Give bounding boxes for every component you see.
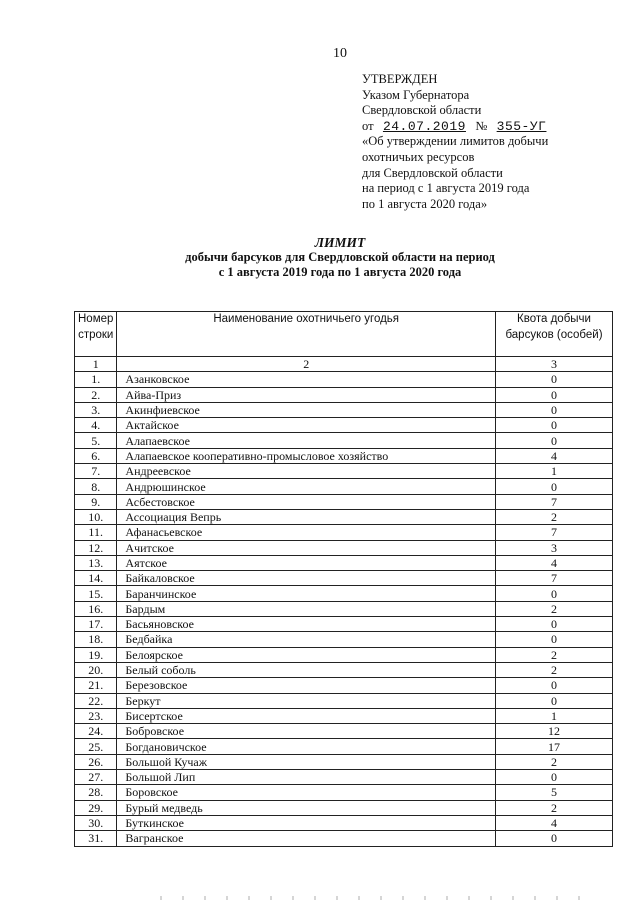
hunting-ground-name: Андреевское bbox=[117, 464, 496, 479]
decree-title-1: «Об утверждении лимитов добычи bbox=[362, 134, 549, 149]
table-row bbox=[75, 525, 613, 540]
table-row bbox=[75, 739, 613, 754]
hunting-ground-name: Айва-Приз bbox=[117, 387, 496, 402]
table-row bbox=[75, 708, 613, 723]
hunting-ground-name: Большой Лип bbox=[117, 770, 496, 785]
hunting-ground-name: Ачитское bbox=[117, 540, 496, 555]
hunting-ground-name: Бедбайка bbox=[117, 632, 496, 647]
quota-value: 0 bbox=[496, 418, 613, 433]
title-main: ЛИМИТ bbox=[314, 235, 366, 250]
column-index-row bbox=[75, 357, 613, 372]
table-row bbox=[75, 617, 613, 632]
table-row bbox=[75, 479, 613, 494]
hunting-ground-name: Ассоциация Вепрь bbox=[117, 509, 496, 524]
hunting-ground-name: Байкаловское bbox=[117, 571, 496, 586]
row-number: 23. bbox=[75, 708, 117, 723]
approval-line-1: Указом Губернатора bbox=[362, 87, 470, 102]
row-number: 28. bbox=[75, 785, 117, 800]
quota-value: 0 bbox=[496, 632, 613, 647]
quota-value: 0 bbox=[496, 678, 613, 693]
table-row bbox=[75, 494, 613, 509]
table-row bbox=[75, 647, 613, 662]
hunting-ground-name: Алапаевское кооперативно-промысловое хозяйство bbox=[117, 448, 496, 463]
hunting-ground-name: Большой Кучаж bbox=[117, 754, 496, 769]
quota-value: 0 bbox=[496, 479, 613, 494]
row-number: 15. bbox=[75, 586, 117, 601]
row-number: 24. bbox=[75, 724, 117, 739]
quota-value: 1 bbox=[496, 708, 613, 723]
quota-value: 17 bbox=[496, 739, 613, 754]
table-row bbox=[75, 831, 613, 846]
hunting-ground-name: Беркут bbox=[117, 693, 496, 708]
table-body bbox=[75, 372, 613, 846]
table-header-row bbox=[75, 312, 613, 357]
row-number: 31. bbox=[75, 831, 117, 846]
approval-stamp bbox=[362, 72, 548, 212]
table-row bbox=[75, 601, 613, 616]
approval-date-line bbox=[362, 119, 548, 135]
scan-artifact bbox=[160, 896, 580, 900]
row-number: 25. bbox=[75, 739, 117, 754]
row-number: 6. bbox=[75, 448, 117, 463]
header-number: Номер строки bbox=[75, 312, 117, 357]
row-number: 17. bbox=[75, 617, 117, 632]
row-number: 18. bbox=[75, 632, 117, 647]
quota-value: 2 bbox=[496, 800, 613, 815]
hunting-ground-name: Боровское bbox=[117, 785, 496, 800]
quota-value: 2 bbox=[496, 647, 613, 662]
table-row bbox=[75, 632, 613, 647]
row-number: 3. bbox=[75, 402, 117, 417]
quota-value: 2 bbox=[496, 754, 613, 769]
table-row bbox=[75, 815, 613, 830]
hunting-ground-name: Бардым bbox=[117, 601, 496, 616]
hunting-ground-name: Буткинское bbox=[117, 815, 496, 830]
table-row bbox=[75, 555, 613, 570]
hunting-ground-name: Басьяновское bbox=[117, 617, 496, 632]
quota-value: 4 bbox=[496, 448, 613, 463]
quota-value: 2 bbox=[496, 509, 613, 524]
hunting-ground-name: Белоярское bbox=[117, 647, 496, 662]
row-number: 11. bbox=[75, 525, 117, 540]
row-number: 16. bbox=[75, 601, 117, 616]
hunting-ground-name: Актайское bbox=[117, 418, 496, 433]
quota-value: 1 bbox=[496, 464, 613, 479]
table-row bbox=[75, 586, 613, 601]
column-index: 3 bbox=[496, 357, 613, 372]
approval-line-2: Свердловской области bbox=[362, 103, 482, 118]
column-index: 2 bbox=[117, 357, 496, 372]
hunting-ground-name: Асбестовское bbox=[117, 494, 496, 509]
hunting-ground-name: Азанковское bbox=[117, 372, 496, 387]
table-row bbox=[75, 800, 613, 815]
table-row bbox=[75, 678, 613, 693]
hunting-ground-name: Богдановичское bbox=[117, 739, 496, 754]
decree-number: 355-УГ bbox=[496, 118, 547, 134]
decree-title-2: охотничьих ресурсов bbox=[362, 149, 475, 164]
quota-value: 0 bbox=[496, 586, 613, 601]
title-sub-1: добычи барсуков для Свердловской области на период bbox=[185, 250, 495, 264]
page-number: 10 bbox=[333, 46, 347, 61]
row-number: 21. bbox=[75, 678, 117, 693]
row-number: 27. bbox=[75, 770, 117, 785]
table-row bbox=[75, 433, 613, 448]
quota-value: 7 bbox=[496, 525, 613, 540]
table-row bbox=[75, 509, 613, 524]
quota-value: 0 bbox=[496, 617, 613, 632]
table-row bbox=[75, 402, 613, 417]
table-row bbox=[75, 448, 613, 463]
table-row bbox=[75, 754, 613, 769]
quota-value: 0 bbox=[496, 831, 613, 846]
row-number: 13. bbox=[75, 555, 117, 570]
hunting-ground-name: Баранчинское bbox=[117, 586, 496, 601]
hunting-ground-name: Березовское bbox=[117, 678, 496, 693]
decree-date: 24.07.2019 bbox=[382, 118, 466, 134]
title-sub-2: с 1 августа 2019 года по 1 августа 2020 года bbox=[218, 265, 462, 279]
row-number: 1. bbox=[75, 372, 117, 387]
row-number: 2. bbox=[75, 387, 117, 402]
quota-value: 7 bbox=[496, 571, 613, 586]
hunting-ground-name: Вагранское bbox=[117, 831, 496, 846]
hunting-ground-name: Бобровское bbox=[117, 724, 496, 739]
table-row bbox=[75, 662, 613, 677]
row-number: 8. bbox=[75, 479, 117, 494]
hunting-ground-name: Афанасьевское bbox=[117, 525, 496, 540]
quota-value: 0 bbox=[496, 770, 613, 785]
row-number: 20. bbox=[75, 662, 117, 677]
row-number: 30. bbox=[75, 815, 117, 830]
header-name: Наименование охотничьего угодья bbox=[117, 312, 496, 357]
hunting-ground-name: Белый соболь bbox=[117, 662, 496, 677]
table-row bbox=[75, 693, 613, 708]
quota-value: 4 bbox=[496, 815, 613, 830]
row-number: 9. bbox=[75, 494, 117, 509]
decree-title-5: по 1 августа 2020 года» bbox=[362, 196, 488, 211]
hunting-ground-name: Бисертское bbox=[117, 708, 496, 723]
row-number: 19. bbox=[75, 647, 117, 662]
quota-value: 0 bbox=[496, 693, 613, 708]
quota-value: 0 bbox=[496, 433, 613, 448]
table-row bbox=[75, 540, 613, 555]
row-number: 29. bbox=[75, 800, 117, 815]
table-row bbox=[75, 724, 613, 739]
header-quota: Квота добычи барсуков (особей) bbox=[496, 312, 613, 357]
row-number: 14. bbox=[75, 571, 117, 586]
decree-title-3: для Свердловской области bbox=[362, 165, 503, 180]
number-prefix: № bbox=[475, 118, 488, 133]
hunting-ground-name: Бурый медведь bbox=[117, 800, 496, 815]
quota-value: 3 bbox=[496, 540, 613, 555]
row-number: 26. bbox=[75, 754, 117, 769]
table-row bbox=[75, 464, 613, 479]
decree-title-4: на период с 1 августа 2019 года bbox=[362, 181, 530, 196]
quota-value: 4 bbox=[496, 555, 613, 570]
row-number: 4. bbox=[75, 418, 117, 433]
hunting-ground-name: Акинфиевское bbox=[117, 402, 496, 417]
hunting-ground-name: Аятское bbox=[117, 555, 496, 570]
row-number: 5. bbox=[75, 433, 117, 448]
quota-value: 12 bbox=[496, 724, 613, 739]
table-row bbox=[75, 372, 613, 387]
hunting-ground-name: Андрюшинское bbox=[117, 479, 496, 494]
row-number: 22. bbox=[75, 693, 117, 708]
column-index: 1 bbox=[75, 357, 117, 372]
hunting-ground-name: Алапаевское bbox=[117, 433, 496, 448]
table-row bbox=[75, 571, 613, 586]
row-number: 12. bbox=[75, 540, 117, 555]
quota-value: 7 bbox=[496, 494, 613, 509]
date-prefix: от bbox=[362, 118, 374, 133]
approval-heading: УТВЕРЖДЕН bbox=[362, 72, 438, 86]
table-row bbox=[75, 418, 613, 433]
row-number: 7. bbox=[75, 464, 117, 479]
row-number: 10. bbox=[75, 509, 117, 524]
quota-value: 2 bbox=[496, 662, 613, 677]
quota-value: 2 bbox=[496, 601, 613, 616]
table-row bbox=[75, 770, 613, 785]
quota-value: 0 bbox=[496, 402, 613, 417]
limit-table bbox=[74, 311, 613, 847]
quota-value: 0 bbox=[496, 387, 613, 402]
quota-value: 5 bbox=[496, 785, 613, 800]
table-row bbox=[75, 785, 613, 800]
quota-value: 0 bbox=[496, 372, 613, 387]
table-row bbox=[75, 387, 613, 402]
document-title bbox=[100, 235, 580, 280]
